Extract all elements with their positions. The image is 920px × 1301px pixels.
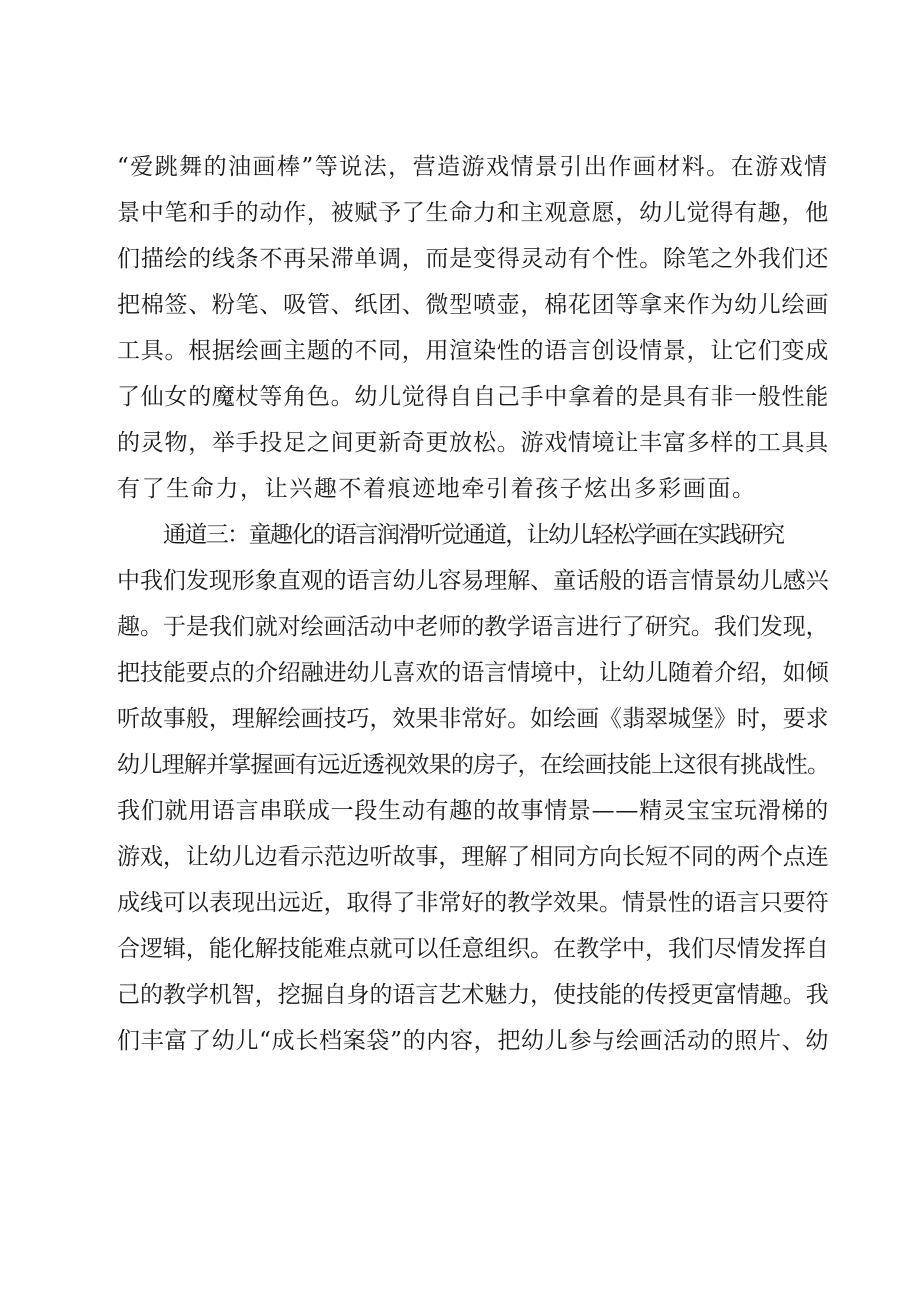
text-line: 听故事般，理解绘画技巧，效果非常好。如绘画《翡翠城堡》时，要求 [117,706,829,732]
text-line: 把棉签、粉笔、吸管、纸团、微型喷壶，棉花团等拿来作为幼儿绘画 [117,292,829,318]
paragraph [117,144,829,512]
text-line: 通道三：童趣化的语言润滑听觉通道，让幼儿轻松学画在实践研究 [163,522,784,548]
text-line: 己的教学机智，挖掘自身的语言艺术魅力，使技能的传授更富情趣。我 [117,982,829,1008]
text-line: 有了生命力，让兴趣不着痕迹地牵引着孩子炫出多彩画面。 [117,476,757,502]
text-line: 的灵物，举手投足之间更新奇更放松。游戏情境让丰富多样的工具具 [117,430,829,456]
text-line: 们丰富了幼儿“成长档案袋”的内容，把幼儿参与绘画活动的照片、幼 [117,1028,830,1054]
text-line: “爱跳舞的油画棒”等说法，营造游戏情景引出作画材料。在游戏情 [117,154,829,180]
body-text [117,144,829,1064]
text-line: 合逻辑，能化解技能难点就可以任意组织。在教学中，我们尽情发挥自 [117,936,829,962]
text-line: 中我们发现形象直观的语言幼儿容易理解、童话般的语言情景幼儿感兴 [117,568,829,594]
text-line: 成线可以表现出远近，取得了非常好的教学效果。情景性的语言只要符 [117,890,829,916]
text-line: 们描绘的线条不再呆滞单调，而是变得灵动有个性。除笔之外我们还 [117,246,829,272]
text-line: 幼儿理解并掌握画有远近透视效果的房子，在绘画技能上这很有挑战性。 [117,752,830,778]
paragraph [117,512,829,1064]
text-line: 把技能要点的介绍融进幼儿喜欢的语言情境中，让幼儿随着介绍，如倾 [117,660,829,686]
text-line: 工具。根据绘画主题的不同，用渲染性的语言创设情景，让它们变成 [117,338,829,364]
text-line: 了仙女的魔杖等角色。幼儿觉得自自己手中拿着的是具有非一般性能 [117,384,829,410]
text-line: 景中笔和手的动作，被赋予了生命力和主观意愿，幼儿觉得有趣，他 [117,200,829,226]
text-line: 游戏，让幼儿边看示范边听故事，理解了相同方向长短不同的两个点连 [117,844,829,870]
text-line: 趣。于是我们就对绘画活动中老师的教学语言进行了研究。我们发现， [117,614,829,640]
text-line: 我们就用语言串联成一段生动有趣的故事情景——精灵宝宝玩滑梯的 [117,798,829,824]
